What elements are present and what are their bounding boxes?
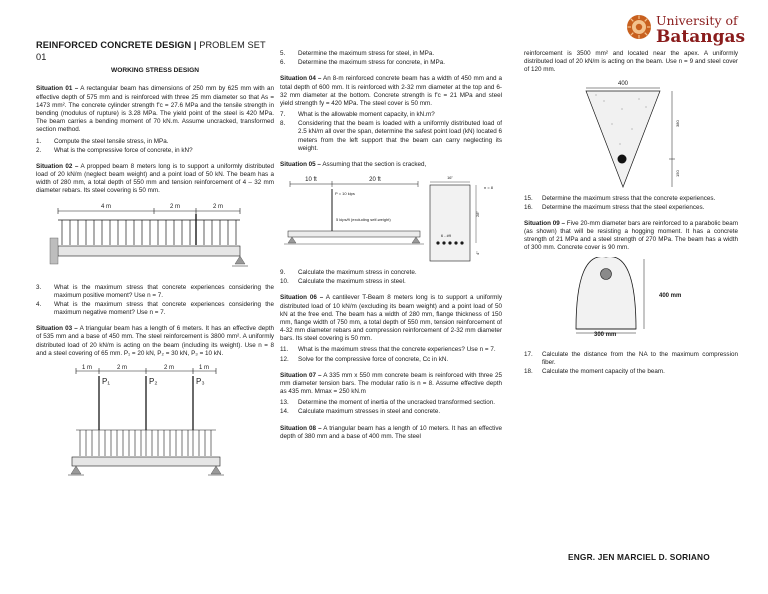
roller-support [211,466,221,474]
situation-text: Five 20-mm diameter bars are reinforced to a parabolic beam (as shown) that will be resisting a hogging moment. It has a concrete strength of 21 MPa and a steel strength of 270 MPa. The beam has a width of 300 mm. Concrete cover is 90 mm. [524,219,738,252]
section-width: 16" [447,175,453,181]
situation-label: Situation 03 – [36,325,78,333]
beam [72,457,220,466]
column-3 [524,50,738,384]
question-item [36,284,274,300]
question-text: What is the maximum stress that concrete experiences considering the maximum negative moment? Use n = 7. [54,300,274,317]
question-number: 13. [280,399,289,407]
pin-support [288,237,296,243]
situation-04 [280,75,502,108]
question-number: 11. [280,346,289,354]
question-item [280,278,502,286]
column-2 [280,50,502,444]
question-item [280,59,502,67]
question-text: Compute the steel tensile stress, in MPa. [54,137,169,145]
question-number: 3. [36,283,42,291]
question-number: 7. [280,111,286,119]
question-list [280,50,502,67]
title-set: PROBLEM SET 01 [36,40,266,62]
question-list [280,111,502,153]
question-text: What is the compressive force of concrete, in kN? [54,146,193,154]
situation-text: A propped beam 8 meters long is to support a uniformly distributed load of 20 kN/m (neglect beam weight) and a point load of 50 kN. The beam has a width of 280 mm, a total depth of 550 mm and tension reinforcement of 4 – 32 mm diameter rebars. Its steel covering is 50 mm. [36,162,274,195]
page-title [36,40,274,64]
parabolic-section-figure [524,257,738,337]
question-text: Calculate the distance from the NA to the maximum compression fiber. [542,350,738,366]
dim-label: 2 m [169,203,181,210]
situation-06 [280,294,502,343]
question-number: 17. [524,350,533,358]
beam [58,246,240,256]
question-item [280,399,502,407]
logo-line2: Batangas [656,27,746,47]
situation-label: Situation 05 – [280,160,321,168]
situation-label: Situation 02 – [36,162,79,170]
situation-08 [280,425,502,441]
question-text: Determine the maximum stress for steel, in MPa. [298,50,435,57]
dim-label: 2 m [116,364,128,371]
parabolic-section [576,257,636,329]
question-list [524,195,738,212]
page-subtitle: WORKING STRESS DESIGN [111,66,199,74]
question-list [280,269,502,286]
section-top-width: 400 [617,80,629,87]
dim-label: 1 m [198,364,210,371]
question-item [524,195,738,203]
question-text: Determine the maximum stress that the concrete experiences. [542,194,716,202]
situation-label: Situation 07 – [280,371,322,379]
question-list [36,138,274,155]
question-text: Solve for the compressive force of concrete, Cc in kN. [298,355,449,363]
modular-ratio: n = 8 [484,185,494,191]
situation-text: A 335 mm x 550 mm concrete beam is reinforced with three 25 mm diameter tension bars. The modular ratio is n = 8. Assume effective depth as 435 mm. Mmax = 250 kN.m [280,371,502,396]
triangular-section [586,91,660,187]
section-height: 400 mm [659,292,682,299]
situation-text: A rectangular beam has dimensions of 250 mm by 625 mm with an effective depth of 575 mm and is reinforced with three 25 mm diameter so that As = 1473 mm². The concrete cylinder strength f'c = 27.6 MPa and the tensile strength in bending (modulus of rupture) is 3.28 MPa. The yield point of the steel is 420 MPa. The beam carries a bending moment of 70 kN.m. Assume uncracked, transformed section method. [36,85,274,134]
question-item [524,351,738,367]
title-sep: | [191,40,200,50]
question-text: Calculate the maximum stress in steel. [298,278,406,286]
question-list [280,399,502,416]
situation-text: An 8-m reinforced concrete beam has a width of 450 mm and a total depth of 600 mm. It is reinforced with 2-32 mm diameter at the top and 6-32 mm diameter at the bottom. Concrete strength is f'c = 21 MPa and steel yield strength fy = 420 MPa. The steel cover is 50 mm. [280,75,502,107]
situation-label: Situation 06 – [280,294,324,302]
dim-label: 150 [675,169,680,177]
situation-label: Situation 09 – [524,219,565,227]
question-item [524,204,738,212]
question-item [280,120,502,153]
dim-label: 10 ft [305,177,317,184]
question-number: 18. [524,367,533,375]
situation-text: A triangular beam has a length of 6 meters. It has an effective depth of 535 mm and a base of 450 mm. The steel reinforcement is 3800 mm². A uniformly distributed load of 20 kN/m is acting on the beam (including its weight). Use n = 8 and a steel covering of 65 mm. P₁ = 20 kN, P₂ = 30 kN, P₃ = 10 kN. [36,325,274,357]
rebar [601,268,612,279]
question-number: 4. [36,300,42,308]
question-text: Determine the moment of inertia of the uncracked transformed section. [298,399,496,407]
situation-05 [280,161,502,169]
question-item [36,301,274,317]
load-label: P = 10 kips [335,191,355,197]
question-item [36,147,274,155]
question-item [280,346,502,354]
pin-support [71,466,81,474]
section-base: 300 mm [594,331,617,338]
situation-label: Situation 04 – [280,75,322,83]
question-list [36,284,274,318]
udl-arrows [76,430,216,456]
situation-08-continued: reinforcement is 3500 mm² and located near the apex. A uniformly distributed load of 20 kN/m is acting on the beam. Use n = 9 and steel cover of 120 mm. [524,50,738,74]
roller-support [235,256,245,264]
cross-section [430,185,470,261]
university-logo [626,12,746,47]
situation-09 [524,220,738,253]
seal-icon [626,14,652,40]
fixed-support [50,238,58,264]
question-item [280,408,502,416]
question-number: 15. [524,194,533,202]
question-number: 2. [36,146,42,154]
question-number: 16. [524,203,533,211]
question-number: 10. [280,278,289,286]
question-item [280,111,502,119]
question-number: 14. [280,408,289,416]
section-cover: 4" [475,251,480,256]
dim-label: 20 ft [369,177,381,184]
dim-label: 380 [675,119,680,127]
question-text: Considering that the beam is loaded with a uniformly distributed load of 2.5 kN/m all over the span, determine the safest point load (kN) located 6 meters from the left support that the beam can carry neglecting its weight. [298,120,502,152]
rebar-label: 6 - #9 [440,233,452,239]
simply-supported-beam-figure [280,173,502,263]
question-text: What is the allowable moment capacity, in kN.m? [298,111,435,119]
situation-03 [36,325,274,358]
dim-label: 2 m [212,203,224,210]
inverted-triangle-section-figure [524,79,738,189]
question-text: Calculate maximum stresses in steel and concrete. [298,408,441,416]
question-number: 12. [280,355,289,363]
situation-01 [36,85,274,134]
load-label: 5 kips/ft (excluding self-weight) [336,217,391,223]
triangular-beam-load-figure [36,362,274,480]
question-list [280,346,502,363]
question-number: 9. [280,269,286,277]
load-label: P₂ [149,376,158,386]
question-text: Determine the maximum stress for concrete, in MPa. [298,59,445,67]
author-signature: ENGR. JEN MARCIEL D. SORIANO [568,552,710,562]
column-1 [36,40,274,486]
dim-label: 4 m [100,203,112,210]
question-item [280,269,502,277]
question-item [36,138,274,146]
situation-02 [36,163,274,196]
dim-label: 2 m [163,364,175,371]
situation-07 [280,372,502,397]
propped-beam-figure [36,200,274,278]
section-depth: 28" [475,211,480,218]
situation-label: Situation 01 – [36,85,79,93]
situation-text: Assuming that the section is cracked, [320,160,427,168]
situation-label: Situation 08 – [280,424,322,432]
question-item [280,356,502,364]
title-main: REINFORCED CONCRETE DESIGN [36,40,192,50]
question-text: What is the maximum stress that the concrete experiences? Use n = 7. [298,346,496,354]
situation-text: A cantilever T-Beam 8 meters long is to support a uniformly distributed load of 10 kN/m (excluding its beam weight) and a point load of 50 kN at the free end. The beam has a width of 280 mm, flange thickness of 150 mm, flange width of 750 mm, a total depth of 550 mm, tension reinforcement of 4-32 mm diameter rebars and compression reinforcement of 2-32 mm diameter bars. Its steel covering is 50 mm. [280,294,502,343]
rebar [618,154,627,163]
question-number: 1. [36,137,42,145]
beam [288,231,420,237]
question-list [524,351,738,377]
situation-text: A triangular beam has a length of 10 meters. It has an effective depth of 380 mm and a base of 400 mm. The steel [280,424,502,440]
roller-support [412,237,420,243]
question-number: 8. [280,120,286,128]
question-number: 5. [280,50,286,57]
question-text: Calculate the moment capacity of the beam. [542,367,665,375]
question-item [280,50,502,58]
question-number: 6. [280,59,286,67]
load-label: P₁ [102,376,111,386]
logo-line1: University of [656,13,738,28]
question-text: What is the maximum stress that concrete experiences considering the maximum positive moment? Use n = 7. [54,283,274,299]
dim-label: 1 m [81,364,93,371]
question-text: Calculate the maximum stress in concrete. [298,269,417,277]
udl-arrows [58,220,240,245]
load-label: P₃ [196,376,205,386]
question-text: Determine the maximum stress that the steel experiences. [542,203,705,211]
question-item [524,368,738,376]
